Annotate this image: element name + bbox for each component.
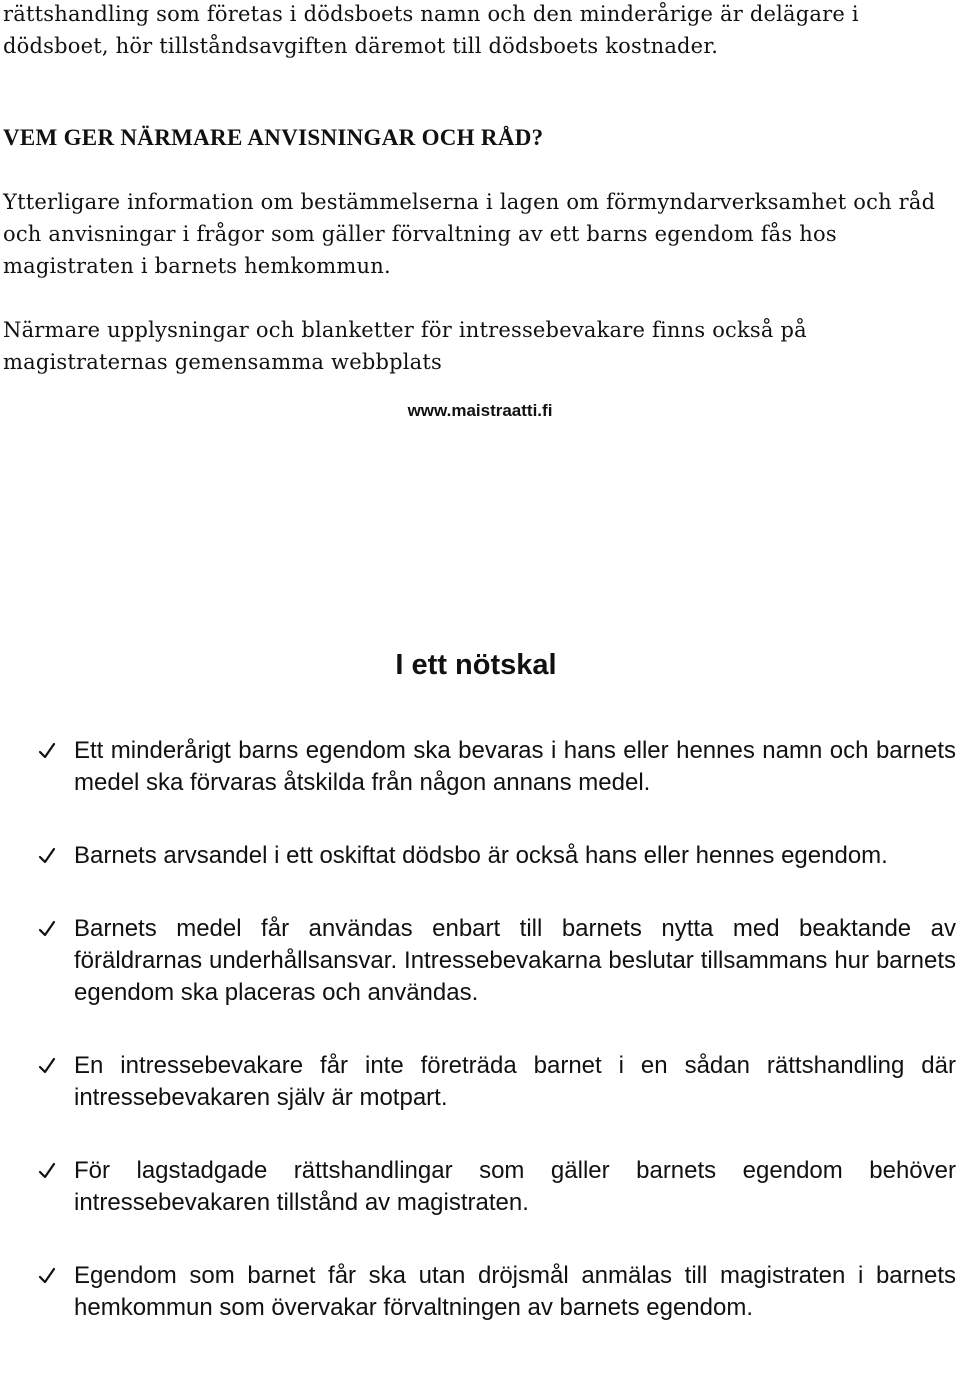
nutshell-heading: I ett nötskal (395, 649, 557, 681)
summary-checklist (0, 735, 960, 1365)
checklist-item-text: En intressebevakare får inte företräda barnet i en sådan rättshandling där intressebevakaren själv är motpart. (74, 1052, 956, 1111)
checkmark-icon (38, 847, 56, 865)
checklist-item (0, 1155, 956, 1219)
checklist-item-text: Ett minderårigt barns egendom ska bevaras i hans eller hennes namn och barnets medel ska förvaras åtskilda från någon annans medel. (74, 737, 956, 796)
upplysningar-paragraph: Närmare upplysningar och blanketter för intressebevakare finns också på magistraternas gemensamma webbplats (3, 318, 807, 374)
checklist-item (0, 735, 956, 799)
checklist-item-text: Egendom som barnet får ska utan dröjsmål anmälas till magistraten i barnets hemkommun som övervakar förvaltningen av barnets egendom. (74, 1262, 956, 1321)
section-heading: VEM GER NÄRMARE ANVISNINGAR OCH RÅD? (3, 125, 544, 150)
checklist-item-text: För lagstadgade rättshandlingar som gäller barnets egendom behöver intressebevakaren tillstånd av magistraten. (74, 1157, 956, 1216)
checklist-item (0, 1260, 956, 1324)
checkmark-icon (38, 920, 56, 938)
intro-paragraph: rättshandling som företas i dödsboets namn och den minderårige är delägare i dödsboet, hör tillståndsavgiften däremot till dödsboets kostnader. (3, 2, 859, 58)
checkmark-icon (38, 1267, 56, 1285)
checkmark-icon (38, 742, 56, 760)
checklist-item (0, 840, 956, 872)
checklist-item-text: Barnets arvsandel i ett oskiftat dödsbo är också hans eller hennes egendom. (74, 842, 888, 869)
checkmark-icon (38, 1057, 56, 1075)
info-paragraph: Ytterligare information om bestämmelserna i lagen om förmyndarverksamhet och råd och anvisningar i frågor som gäller förvaltning av ett barns egendom fås hos magistraten i barnets hemkommun. (3, 190, 936, 278)
checklist-item (0, 1050, 956, 1114)
checklist-item (0, 913, 956, 1009)
website-url: www.maistraatti.fi (407, 401, 553, 420)
checklist-item-text: Barnets medel får användas enbart till barnets nytta med beaktande av föräldrarnas underhållsansvar. Intressebevakarna beslutar tillsammans hur barnets egendom ska placeras och användas. (74, 915, 956, 1006)
checkmark-icon (38, 1162, 56, 1180)
